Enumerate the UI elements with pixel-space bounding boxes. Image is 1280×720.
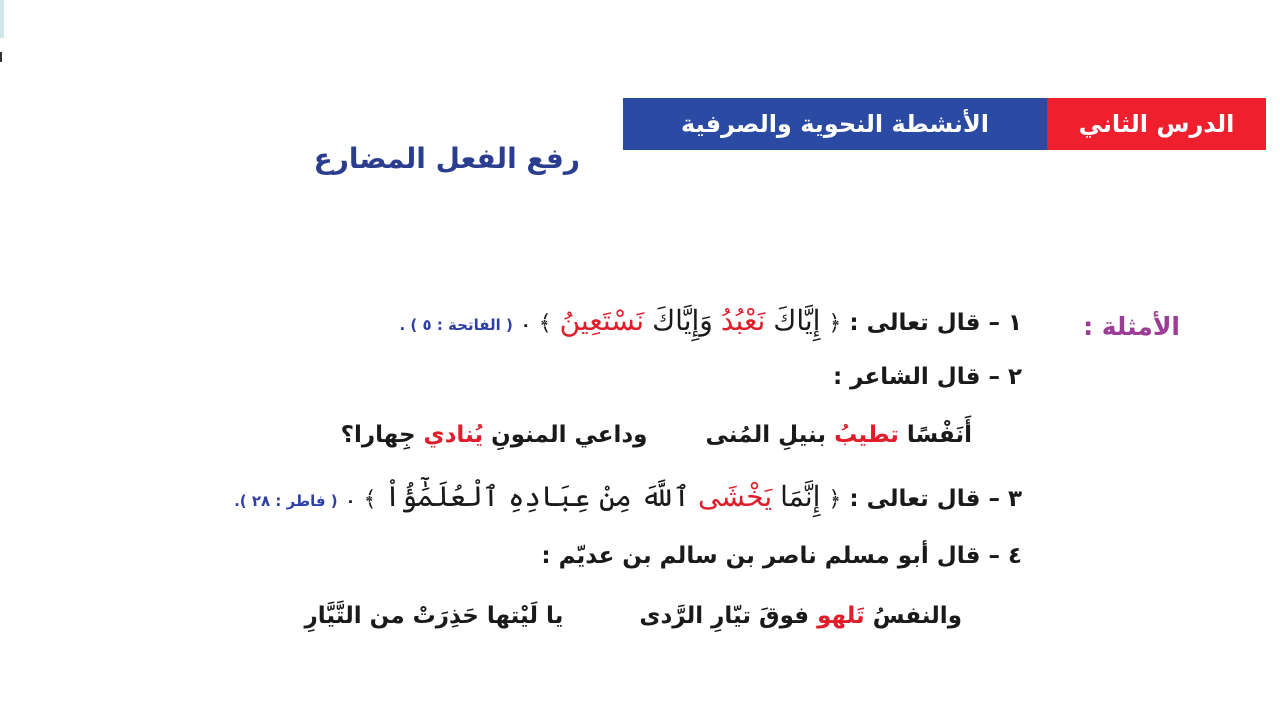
verse-word: ٱللَّهَ مِنْ عِبَادِهِ ٱلْعُلَمَٰٓؤُاْ	[384, 480, 690, 513]
poem-hemistich-2: يا لَيْتها حَذِرَتْ من التَّيَّارِ	[304, 603, 564, 629]
example-number: ٣ –	[988, 486, 1022, 512]
example-2	[600, 364, 1022, 390]
poem-hemistich-1: أَنَفْسًا تطيبُ بنيلِ المُنى	[705, 422, 972, 448]
example-number: ١ –	[988, 310, 1022, 336]
poem-hemistich-2: وداعي المنونِ يُنادي جِهارا؟	[340, 422, 648, 448]
verse-verb-highlight: يَخْشَى	[697, 480, 773, 513]
poem-line-1	[220, 422, 972, 448]
example-intro: قال أبو مسلم ناصر بن سالم بن عديّم :	[541, 543, 981, 569]
header-topic: الأنشطة النحوية والصرفية	[623, 98, 1047, 150]
verse-verb-highlight: نَعْبُدُ	[720, 304, 766, 337]
page-title: رفع الفعل المضارع	[313, 142, 580, 175]
verb-highlight: يُنادي	[423, 422, 484, 448]
example-1	[230, 304, 1022, 337]
examples-label: الأمثلة :	[1083, 312, 1180, 341]
verb-highlight: تَلهو	[817, 603, 865, 629]
verse-word: إِنَّمَا	[780, 480, 821, 513]
header-lesson: الدرس الثاني	[1047, 98, 1266, 150]
verse-word: وَإِيَّاكَ	[652, 304, 713, 337]
example-number: ٢ –	[988, 364, 1022, 390]
lesson-header	[623, 98, 1266, 150]
example-4	[440, 543, 1022, 569]
example-intro: قال تعالى :	[849, 310, 981, 336]
poem-line-2	[146, 603, 962, 629]
verse-verb-highlight: نَسْتَعِينُ	[559, 304, 645, 337]
verse-word: إِيَّاكَ	[773, 304, 821, 337]
example-intro: قال الشاعر :	[832, 364, 981, 390]
ornate-open-bracket: ﴿	[828, 311, 842, 336]
poem-hemistich-1: والنفسُ تَلهو فوقَ تيّارِ الرَّدى	[639, 603, 962, 629]
example-3	[136, 480, 1022, 513]
corner-tick	[0, 52, 2, 62]
ornate-close-bracket: ﴾	[538, 311, 552, 336]
ornate-open-bracket: ﴿	[828, 487, 842, 512]
verse-end-mark: ٠	[520, 315, 531, 334]
example-number: ٤ –	[988, 543, 1022, 569]
ornate-close-bracket: ﴾	[363, 487, 377, 512]
corner-mark	[0, 0, 4, 38]
verb-highlight: تطيبُ	[834, 422, 899, 448]
example-intro: قال تعالى :	[849, 486, 981, 512]
verse-reference: ( الفاتحة : ٥ ) .	[399, 316, 513, 334]
verse-reference: ( فاطر : ٢٨ ).	[234, 492, 338, 510]
verse-end-mark: ٠	[345, 491, 356, 510]
